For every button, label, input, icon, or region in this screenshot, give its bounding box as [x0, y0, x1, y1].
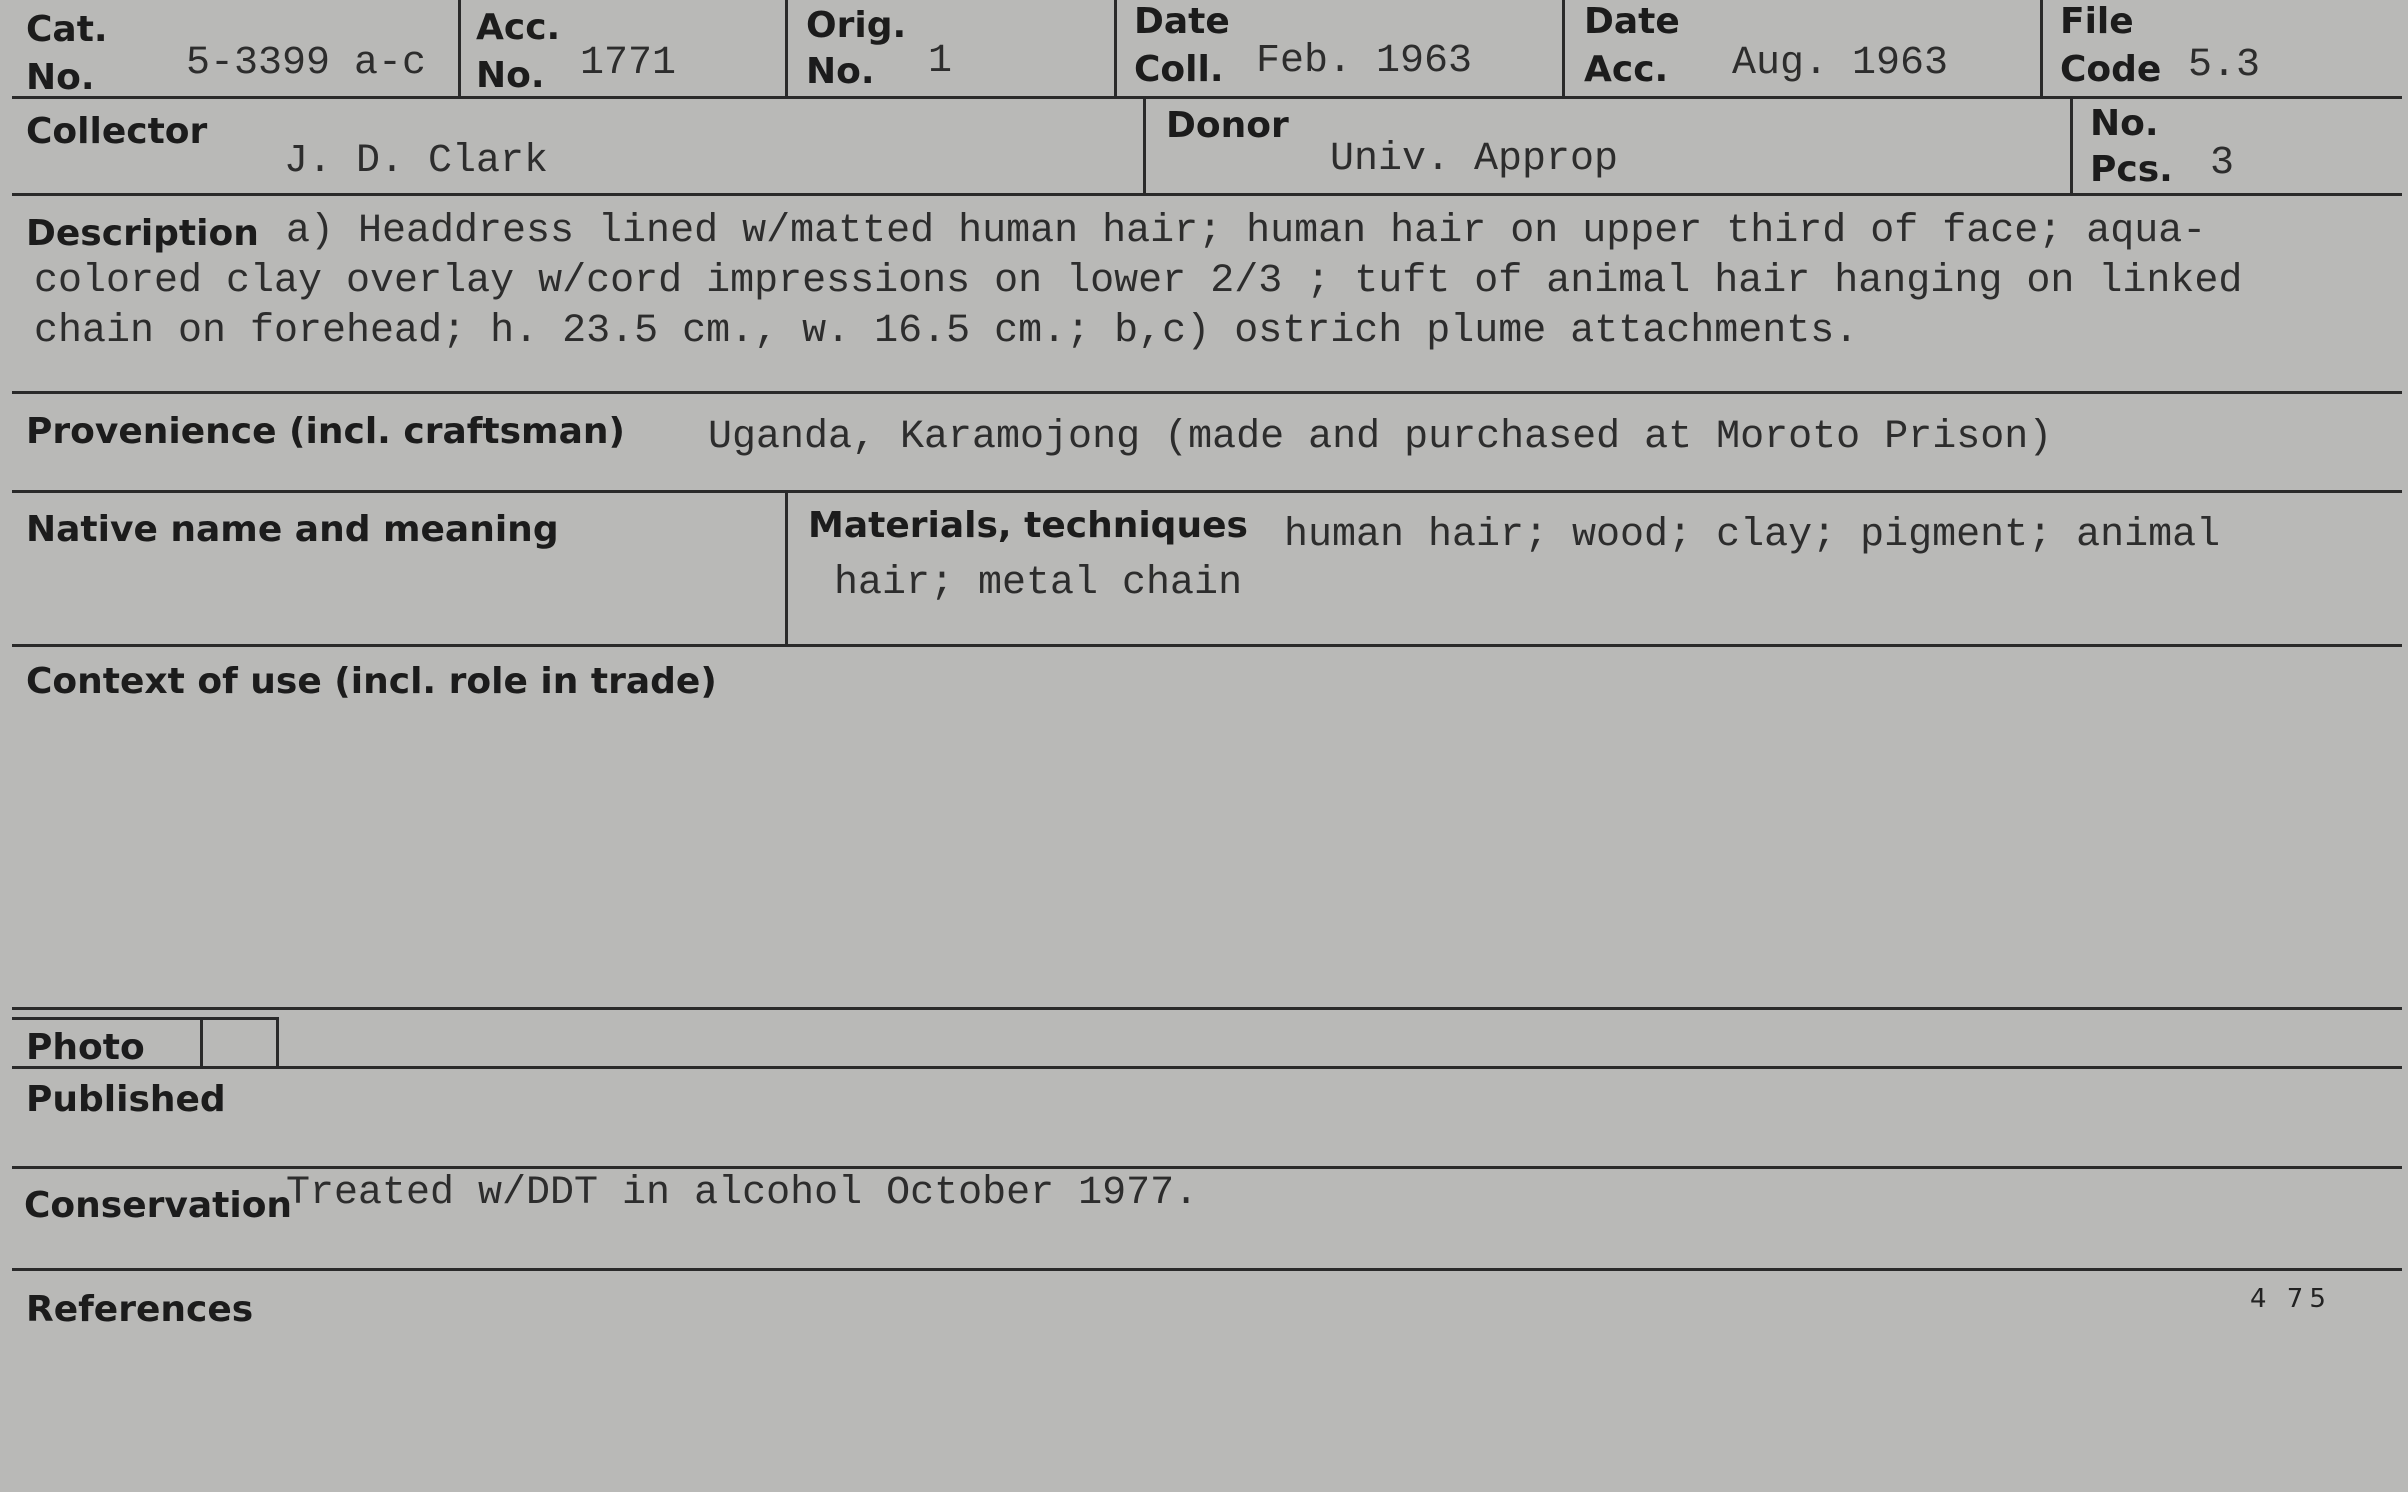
conservation-value: Treated w/DDT in alcohol October 1977.	[286, 1171, 1199, 1216]
rule-collector-donor	[1143, 96, 1146, 195]
file-label-line1: File	[2060, 1, 2134, 42]
rule-header-bottom	[12, 96, 2402, 99]
rule-photo-top	[12, 1017, 278, 1020]
provenience-label: Provenience (incl. craftsman)	[26, 411, 625, 452]
conservation-label: Conservation	[24, 1185, 293, 1226]
collector-label: Collector	[26, 111, 208, 152]
date-acc-label-line2: Acc.	[1584, 49, 1669, 90]
date-acc-label-line1: Date	[1584, 1, 1680, 42]
acc-label-line1: Acc.	[476, 7, 561, 48]
references-label: References	[26, 1289, 254, 1330]
rule-orig-datecoll	[1114, 0, 1117, 98]
acc-label-line2: No.	[476, 55, 545, 96]
donor-value: Univ. Approp	[1330, 137, 1619, 182]
rule-native-materials	[785, 490, 788, 646]
form-number: 4 75	[2250, 1284, 2332, 1314]
rule-description-bottom	[12, 391, 2402, 394]
cat-label-line1: Cat.	[26, 9, 108, 50]
rule-materials-bottom	[12, 644, 2402, 647]
materials-line-1: human hair; wood; clay; pigment; animal	[1284, 513, 2221, 558]
orig-label-line1: Orig.	[806, 5, 907, 46]
rule-datecoll-dateacc	[1562, 0, 1565, 98]
rule-collector-bottom	[12, 193, 2402, 196]
pcs-label-line1: No.	[2090, 103, 2159, 144]
acc-no-value: 1771	[580, 41, 677, 86]
materials-line-2: hair; metal chain	[834, 561, 1243, 606]
photo-label: Photo	[26, 1027, 145, 1068]
date-coll-label-line2: Coll.	[1134, 49, 1224, 90]
description-line-3: chain on forehead; h. 23.5 cm., w. 16.5 cm.; b,c) ostrich plume attachments.	[34, 309, 1859, 354]
date-coll-value: Feb. 1963	[1256, 39, 1473, 84]
rule-donor-pcs	[2070, 96, 2073, 195]
rule-acc-orig	[785, 0, 788, 98]
rule-provenience-bottom	[12, 490, 2402, 493]
donor-label: Donor	[1166, 105, 1289, 146]
rule-photo-box-right	[276, 1017, 279, 1068]
context-label: Context of use (incl. role in trade)	[26, 661, 717, 702]
description-label: Description	[26, 213, 259, 254]
date-coll-label-line1: Date	[1134, 1, 1230, 42]
rule-published-bottom	[12, 1166, 2402, 1169]
file-code-value: 5.3	[2188, 43, 2261, 88]
materials-label: Materials, techniques	[808, 505, 1248, 546]
date-acc-value: Aug. 1963	[1732, 41, 1949, 86]
orig-label-line2: No.	[806, 51, 875, 92]
provenience-value: Uganda, Karamojong (made and purchased at Moroto Prison)	[708, 415, 2053, 460]
cat-no-value: 5-3399 a-c	[186, 41, 427, 86]
pcs-value: 3	[2210, 141, 2235, 186]
orig-no-value: 1	[928, 39, 953, 84]
rule-dateacc-file	[2040, 0, 2043, 98]
published-label: Published	[26, 1079, 226, 1120]
rule-context-bottom	[12, 1007, 2402, 1010]
file-label-line2: Code	[2060, 49, 2162, 90]
rule-photo-box-left	[200, 1017, 203, 1068]
rule-cat-acc	[458, 0, 461, 98]
pcs-label-line2: Pcs.	[2090, 149, 2173, 190]
native-name-label: Native name and meaning	[26, 509, 559, 550]
description-line-2: colored clay overlay w/cord impressions on lower 2/3 ; tuft of animal hair hanging on linked	[34, 259, 2243, 304]
rule-photo-bottom	[12, 1066, 2402, 1069]
collector-value: J. D. Clark	[284, 139, 549, 184]
description-line-1: a) Headdress lined w/matted human hair; human hair on upper third of face; aqua-	[286, 209, 2207, 254]
rule-conservation-bottom	[12, 1268, 2402, 1271]
cat-label-line2: No.	[26, 57, 95, 98]
